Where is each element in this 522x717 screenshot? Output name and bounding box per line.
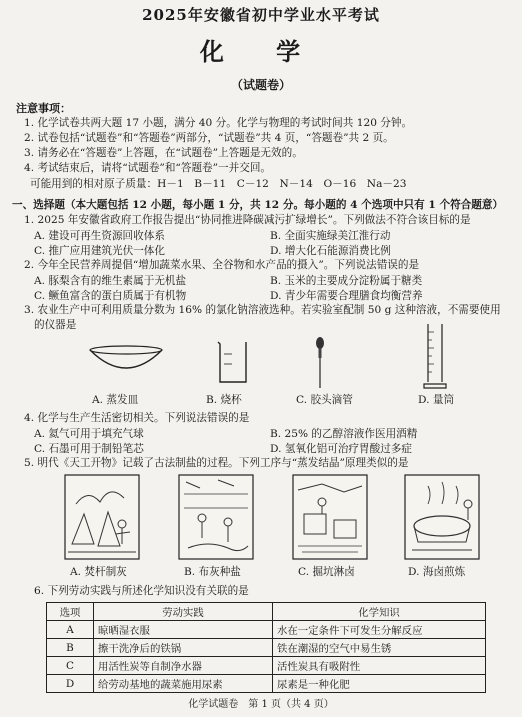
q2-option-a: A. 豚梨含有的维生素属于无机盐 bbox=[34, 275, 187, 287]
table-row bbox=[47, 621, 486, 639]
q4-option-a: A. 氦气可用于填充气球 bbox=[34, 428, 144, 440]
q3-stem-line1: 3. 农业生产中可利用质量分数为 16% 的氯化钠溶液选种。若实验室配制 50 g 这种溶液，不需要使用 bbox=[24, 304, 501, 316]
table-cell: B bbox=[47, 639, 94, 657]
table-header-cell: 劳动实践 bbox=[94, 603, 273, 621]
q3-option-a: A. 蒸发皿 bbox=[92, 394, 139, 406]
table-header-cell: 化学知识 bbox=[273, 603, 486, 621]
q2-option-c: C. 鳜鱼富含的蛋白质属于有机物 bbox=[34, 290, 187, 302]
paper-type: （试题卷） bbox=[230, 78, 291, 92]
exam-title: 2025年安徽省初中学业水平考试 bbox=[142, 6, 380, 24]
subject-title: 化 学 bbox=[199, 37, 323, 66]
q4-option-d: D. 氢氧化铝可治疗胃酸过多症 bbox=[270, 443, 412, 455]
section-title: 一、选择题（本大题包括 12 小题，每小题 1 分，共 12 分。每小题的 4 个选项中只有 1 个符合题意） bbox=[12, 199, 504, 211]
table-header-row bbox=[47, 603, 486, 621]
table-cell: A bbox=[47, 621, 94, 639]
graduated-cylinder-figure bbox=[422, 322, 448, 392]
table-cell: 活性炭具有吸附性 bbox=[273, 657, 486, 675]
q2-option-d: D. 青少年需要合理膳食均衡营养 bbox=[270, 290, 423, 302]
table-header-cell: 选项 bbox=[47, 603, 94, 621]
notice-item-1: 1. 化学试卷共两大题 17 小题，满分 40 分。化学与物理的考试时间共 120 分钟。 bbox=[24, 117, 413, 129]
burning-stalks-illustration bbox=[64, 474, 140, 560]
page-footer: 化学试题卷 第 1 页（共 4 页） bbox=[188, 699, 334, 710]
beaker-figure bbox=[212, 338, 252, 386]
q3-option-b: B. 烧杯 bbox=[206, 394, 242, 406]
q1-option-c: C. 推广应用建筑光伏一体化 bbox=[34, 245, 165, 257]
evaporating-dish-figure bbox=[86, 342, 166, 382]
q3-option-c: C. 胶头滴管 bbox=[296, 394, 353, 406]
table-cell: 擦干洗净后的铁锅 bbox=[94, 639, 273, 657]
table-cell: 铁在潮湿的空气中易生锈 bbox=[273, 639, 486, 657]
q1-option-b: B. 全面实施绿美江淮行动 bbox=[270, 230, 391, 242]
spreading-ash-illustration bbox=[178, 474, 254, 560]
q4-option-b: B. 25% 的乙醇溶液作医用酒精 bbox=[270, 428, 418, 440]
notice-item-3: 3. 请务必在“答题卷”上答题，在“试题卷”上答题是无效的。 bbox=[24, 147, 303, 159]
notice-title: 注意事项： bbox=[16, 102, 71, 115]
q5-option-b: B. 布灰种盐 bbox=[184, 566, 241, 578]
table-row bbox=[47, 657, 486, 675]
table-cell: 给劳动基地的蔬菜施用尿素 bbox=[94, 675, 273, 693]
table-cell: D bbox=[47, 675, 94, 693]
q4-stem: 4. 化学与生产生活密切相关。下列说法错误的是 bbox=[24, 412, 250, 424]
atomic-masses: 可能用到的相对原子质量：H－1 B－11 C－12 N－14 O－16 Na－23 bbox=[30, 178, 407, 190]
q6-stem: 6. 下列劳动实践与所述化学知识没有关联的是 bbox=[34, 585, 249, 597]
q5-option-a: A. 焚杆制灰 bbox=[70, 566, 127, 578]
q1-stem: 1. 2025 年安徽省政府工作报告提出“协同推进降碳减污扩绿增长”。下列做法不符合该目标的是 bbox=[24, 214, 471, 226]
dropper-figure bbox=[310, 336, 330, 392]
q4-option-c: C. 石墨可用于制铅笔芯 bbox=[34, 443, 144, 455]
q3-option-d: D. 量筒 bbox=[418, 394, 455, 406]
q2-option-b: B. 玉米的主要成分淀粉属于糖类 bbox=[270, 275, 423, 287]
table-row bbox=[47, 639, 486, 657]
q1-option-a: A. 建设可再生资源回收体系 bbox=[34, 230, 165, 242]
table-row bbox=[47, 675, 486, 693]
q2-stem: 2. 今年全民营养周提倡“增加蔬菜水果、全谷物和水产品的摄入”。下列说法错误的是 bbox=[24, 259, 420, 271]
notice-item-2: 2. 试卷包括“试题卷”和“答题卷”两部分，“试题卷”共 4 页，“答题卷”共 2 页。 bbox=[24, 132, 394, 144]
table-cell: 尿素是一种化肥 bbox=[273, 675, 486, 693]
q6-table bbox=[46, 602, 486, 693]
q5-option-c: C. 掘坑淋卤 bbox=[298, 566, 355, 578]
table-cell: 用活性炭等自制净水器 bbox=[94, 657, 273, 675]
brine-pit-illustration bbox=[292, 474, 368, 560]
table-cell: 晾晒湿衣服 bbox=[94, 621, 273, 639]
q3-stem-line2: 的仪器是 bbox=[34, 319, 77, 331]
boiling-brine-illustration bbox=[404, 474, 480, 560]
q5-stem: 5. 明代《天工开物》记载了古法制盐的过程。下列工序与“蒸发结晶”原理类似的是 bbox=[24, 457, 409, 469]
notice-item-4: 4. 考试结束后，请将“试题卷”和“答题卷”一并交回。 bbox=[24, 162, 272, 174]
q1-option-d: D. 增大化石能源消费比例 bbox=[270, 245, 391, 257]
table-cell: C bbox=[47, 657, 94, 675]
q5-option-d: D. 海卤煎炼 bbox=[408, 566, 466, 578]
table-cell: 水在一定条件下可发生分解反应 bbox=[273, 621, 486, 639]
